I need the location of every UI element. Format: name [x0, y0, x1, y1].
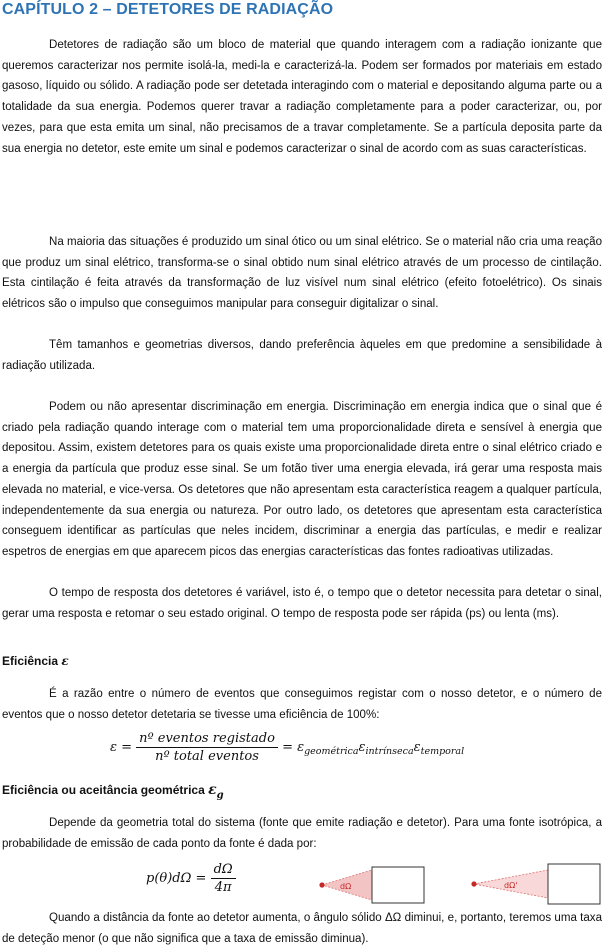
source-point-far: [471, 881, 476, 886]
eq-eps-3: ε: [413, 740, 421, 755]
efficiency-equation: [110, 731, 464, 764]
eq-lhs: ε =: [110, 740, 133, 755]
paragraph-efficiency: É a razão entre o número de eventos que conseguimos registar com o nosso detetor, e o número de eventos que o nosso detetor detetaria se tivesse uma eficiência de 100%:: [2, 688, 602, 721]
solid-angle-diagram-near: [316, 864, 426, 906]
paragraph-energy-discrimination: Podem ou não apresentar discriminação em energia. Discriminação em energia indica que o sinal que é criado pela radiação quando interage com o material tem uma proporcionalidade direta e sensível à energia que depositou. Assim, existem detetores para os quais existe uma proporcionalidade direta entre o sinal elétrico criado e a energia da partícula que produz esse sinal. Se um fotão tiver uma energia elevada, irá gerar uma resposta mais elevada no material, e vice-versa. Os detetores que não apresentam esta característica reagem a qualquer partícula, independentemente da sua energia ou natureza. Por outro lado, os detetores que apresentam esta característica conseguem identificar as partículas que neles incidem, discriminar a energia das partículas, e medir e realizar espetros de energias em que aparecem picos das energias características das fontes radioativas utilizadas.: [2, 401, 602, 558]
efficiency-heading: [2, 654, 69, 668]
prob-numerator: dΩ: [211, 862, 236, 879]
geometric-symbol: ε: [208, 782, 217, 798]
probability-equation: [146, 862, 236, 895]
eq-sub-intrinsic: intrínseca: [365, 746, 414, 757]
geometric-symbol-sub: g: [216, 790, 224, 801]
geometric-heading: [2, 782, 224, 801]
prob-fraction: [211, 862, 236, 895]
detector-box: [372, 867, 424, 903]
source-point: [319, 882, 324, 887]
eq-sub-temporal: temporal: [420, 746, 465, 757]
paragraph-response-time: O tempo de resposta dos detetores é variável, isto é, o tempo que o detetor necessita para detetar o sinal, gerar uma resposta e retomar o seu estado original. O tempo de resposta pode ser rápida (ps) ou lenta (ms).: [2, 587, 602, 620]
eq-fraction: [136, 731, 278, 764]
paragraph-intro: Detetores de radiação são um bloco de material que quando interagem com a radiação ionizante que queremos caracterizar nos permite isolá-la, medi-la e caracterizá-la. Podem ser formados por materiais em estado gasoso, líquido ou sólido. A radiação pode ser detetada interagindo com o material e depositando alguma parte ou a totalidade da sua energia. Podemos querer travar a radiação completamente para a poder caracterizar, ou, por vezes, para que esta emita um sinal, não precisamos de a travar completamente. Se a partícula deposita parte da sua energia no detetor, este emite um sinal e podemos caracterizar o sinal de acordo com as suas características.: [2, 39, 602, 155]
solid-angle-label-far: dΩ': [504, 881, 518, 890]
eq-numerator: nº eventos registado: [136, 731, 278, 748]
paragraph-closing: Quando a distância da fonte ao detetor aumenta, o ângulo sólido ΔΩ diminui, e, portanto, teremos uma taxa de deteção menor (o que não significa que a taxa de emissão diminua).: [2, 912, 602, 945]
eq-eps-2: ε: [358, 740, 366, 755]
eq-denominator: nº total eventos: [155, 749, 259, 764]
prob-denominator: 4π: [214, 880, 232, 895]
paragraph-geometry: Têm tamanhos e geometrias diversos, dando preferência àqueles em que predomine a sensibilidade à radiação utilizada.: [2, 339, 602, 372]
paragraph-geometric: Depende da geometria total do sistema (fonte que emite radiação e detetor). Para uma fonte isotrópica, a probabilidade de emissão de cada ponto da fonte é dada por:: [2, 817, 602, 850]
efficiency-symbol: ε: [61, 654, 69, 668]
prob-lhs: p(θ)dΩ =: [146, 871, 207, 886]
chapter-title: CAPÍTULO 2 – DETETORES DE RADIAÇÃO: [2, 1, 334, 18]
eq-rhs: = ε: [282, 740, 305, 755]
geometric-heading-text: Eficiência ou aceitância geométrica: [2, 783, 205, 797]
eq-sub-geometric: geométrica: [304, 746, 359, 757]
efficiency-heading-text: Eficiência: [2, 654, 59, 668]
solid-angle-label: dΩ: [340, 882, 352, 891]
solid-angle-diagram-far: [468, 860, 602, 908]
paragraph-signal: Na maioria das situações é produzido um sinal ótico ou um sinal elétrico. Se o material não cria uma reação que produz um sinal elétrico, transforma-se o sinal obtido num sinal elétrico através de um processo de cintilação. Esta cintilação é feita através da transformação de luz visível num sinal elétrico (efeito fotoelétrico). Os sinais elétricos são o impulso que conseguimos manipular para conseguir digitalizar o sinal.: [2, 236, 602, 311]
detector-box-far: [548, 864, 600, 904]
